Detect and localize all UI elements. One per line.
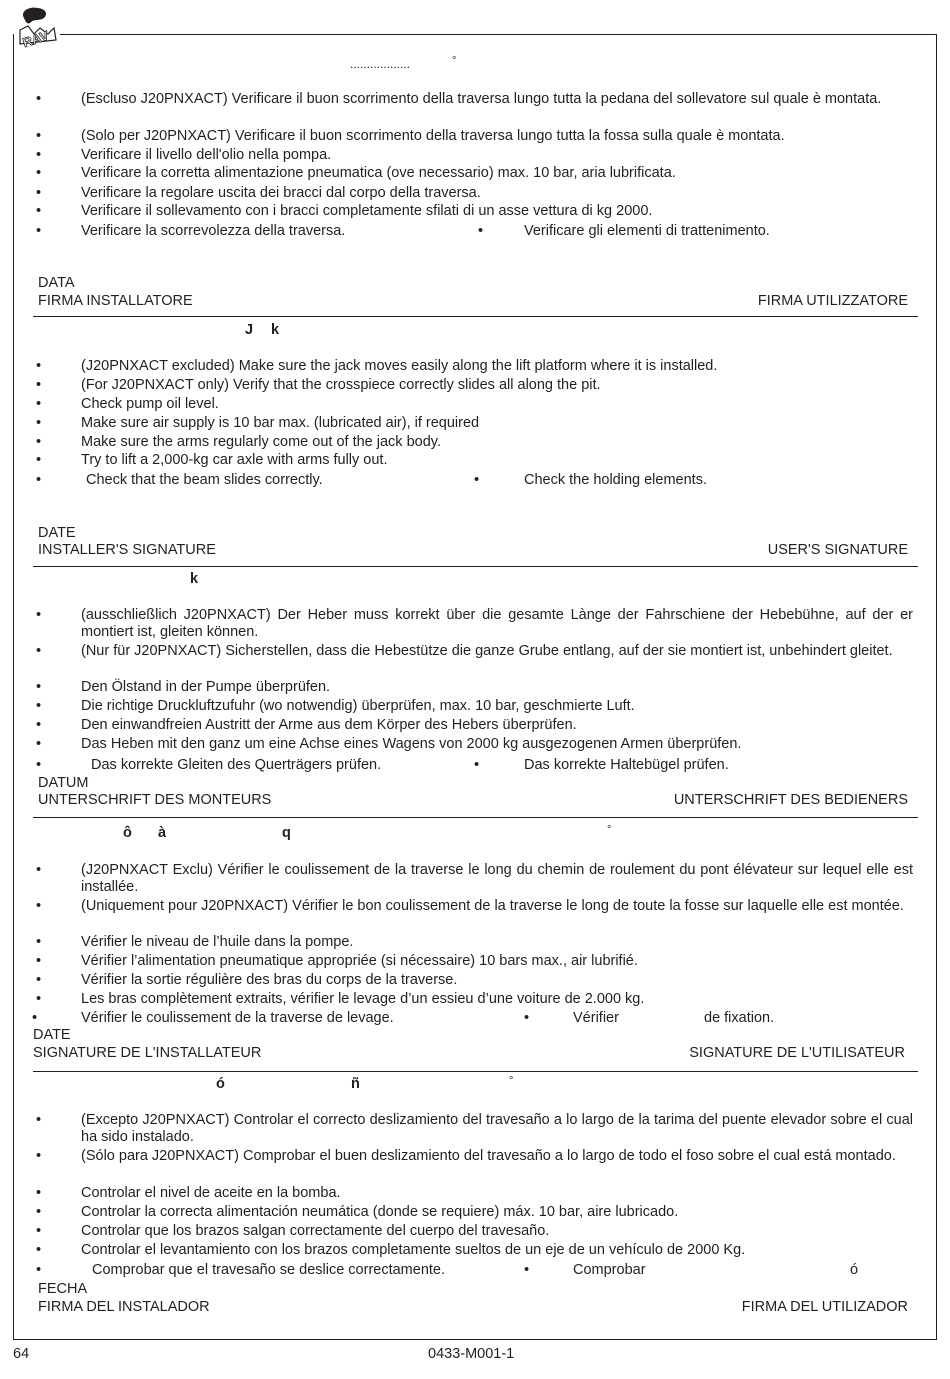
bullet: • — [36, 1112, 42, 1128]
it-user-signature: FIRMA UTILIZZATORE — [757, 293, 908, 309]
bullet: • — [36, 128, 42, 144]
bullet: • — [36, 898, 42, 914]
bullet: • — [36, 1242, 42, 1258]
fr-title-b: à — [158, 825, 167, 841]
bullet: • — [36, 415, 42, 431]
es-item-2: (Sólo para J20PNXACT) Comprobar el buen deslizamiento del travesaño a lo largo de todo el foso sobre el cual está montado. — [81, 1148, 896, 1164]
it-item-4: Verificare la corretta alimentazione pneumatica (ove necessario) max. 10 bar, aria lubrificata. — [81, 165, 676, 181]
en-item-7: Check that the beam slides correctly. — [86, 472, 323, 488]
bullet: • — [36, 717, 42, 733]
de-item-7: Das korrekte Gleiten des Querträgers prüfen. — [91, 757, 382, 773]
bullet: • — [36, 147, 42, 163]
bullet: • — [36, 736, 42, 752]
bullet: • — [36, 643, 42, 659]
de-date-label: DATUM — [38, 775, 89, 791]
bullet: • — [474, 757, 480, 773]
fr-item-4: Vérifier l’alimentation pneumatique appropriée (si nécessaire) 10 bars max., air lubrifié. — [81, 953, 638, 969]
en-date-label: DATE — [38, 525, 76, 541]
bullet: • — [524, 1010, 530, 1026]
en-item-3: Check pump oil level. — [81, 396, 219, 412]
en-title-b: k — [271, 322, 280, 338]
bullet: • — [36, 396, 42, 412]
fr-item-6: Les bras complètement extraits, vérifier le levage d’un essieu d’une voiture de 2.000 kg. — [81, 991, 645, 1007]
de-item-3: Den Ölstand in der Pumpe überprüfen. — [81, 679, 331, 695]
bullet: • — [36, 223, 42, 239]
it-item-7: Verificare la scorrevolezza della traversa. — [81, 223, 346, 239]
es-item-6: Controlar el levantamiento con los brazos completamente sueltos de un eje de un vehículo de 2000 Kg. — [81, 1242, 746, 1258]
it-installer-signature: FIRMA INSTALLATORE — [38, 293, 193, 309]
bullet: • — [36, 991, 42, 1007]
es-title-b: ñ — [351, 1076, 360, 1092]
section-divider — [33, 316, 918, 317]
en-item-1: (J20PNXACT excluded) Make sure the jack moves easily along the lift platform where it is installed. — [81, 358, 718, 374]
fr-date-label: DATE — [33, 1027, 71, 1043]
bullet: • — [36, 165, 42, 181]
it-item-2: (Solo per J20PNXACT) Verificare il buon scorrimento della traversa lungo tutta la fossa sulla quale è montata. — [81, 128, 785, 144]
bullet: • — [36, 203, 42, 219]
bullet: • — [36, 679, 42, 695]
es-user-signature: FIRMA DEL UTILIZADOR — [741, 1299, 908, 1315]
it-item-1: (Escluso J20PNXACT) Verificare il buon scorrimento della traversa lungo tutta la pedana del sollevatore sul quale è montata. — [81, 91, 882, 107]
it-item-3: Verificare il livello dell'olio nella pompa. — [81, 147, 332, 163]
de-title-a: k — [190, 571, 199, 587]
de-item-4: Die richtige Druckluftzufuhr (wo notwendig) überprüfen, max. 10 bar, geschmierte Luft. — [81, 698, 635, 714]
es-date-label: FECHA — [38, 1281, 88, 1297]
fr-item-2: (Uniquement pour J20PNXACT) Vérifier le bon coulissement de la traverse le long de toute la fosse sur laquelle elle est montée. — [81, 898, 904, 914]
es-title-degree: ° — [509, 1075, 514, 1087]
bullet: • — [36, 1185, 42, 1201]
section-divider — [33, 1071, 918, 1072]
svg-text:RAV: RAV — [20, 27, 51, 50]
de-item-5: Den einwandfreien Austritt der Arme aus dem Körper des Hebers überprüfen. — [81, 717, 577, 733]
bullet: • — [36, 1204, 42, 1220]
fr-title-a: ô — [123, 825, 132, 841]
bullet: • — [36, 91, 42, 107]
fr-user-signature: SIGNATURE DE L'UTILISATEUR — [689, 1045, 905, 1061]
en-item-5: Make sure the arms regularly come out of the jack body. — [81, 434, 441, 450]
bullet: • — [36, 472, 42, 488]
es-item-3: Controlar el nivel de aceite en la bomba. — [81, 1185, 341, 1201]
it-title-degree: ° — [452, 55, 457, 67]
en-item-6: Try to lift a 2,000-kg car axle with arms fully out. — [81, 452, 388, 468]
en-item-2: (For J20PNXACT only) Verify that the crosspiece correctly slides all along the pit. — [81, 377, 601, 393]
es-item-7: Comprobar que el travesaño se deslice correctamente. — [92, 1262, 446, 1278]
it-item-5: Verificare la regolare uscita dei bracci dal corpo della traversa. — [81, 185, 481, 201]
de-extra: Das korrekte Haltebügel prüfen. — [524, 757, 729, 773]
fr-title-c: q — [282, 825, 291, 841]
it-date-label: DATA — [38, 275, 75, 291]
section-divider — [33, 566, 918, 567]
bullet: • — [36, 1148, 42, 1164]
section-divider — [33, 817, 918, 818]
bullet: • — [36, 434, 42, 450]
it-title-dots: .................. — [350, 57, 411, 71]
es-title-a: ó — [216, 1076, 225, 1092]
fr-item-3: Vérifier le niveau de l’huile dans la pompe. — [81, 934, 354, 950]
bullet: • — [36, 1262, 42, 1278]
it-item-6: Verificare il sollevamento con i bracci completamente sfilati di un asse vettura di kg 2000. — [81, 203, 653, 219]
bullet: • — [32, 1010, 38, 1026]
fr-installer-signature: SIGNATURE DE L'INSTALLATEUR — [33, 1045, 262, 1061]
bullet: • — [36, 185, 42, 201]
de-item-2: (Nur für J20PNXACT) Sicherstellen, dass die Hebestütze die ganze Grube entlang, auf der sie montiert ist, unbehindert gleitet. — [81, 643, 893, 659]
en-title-a: J — [245, 322, 254, 338]
bullet: • — [478, 223, 484, 239]
bullet: • — [36, 698, 42, 714]
bullet: • — [474, 472, 480, 488]
fr-item-5: Vérifier la sortie régulière des bras du corps de la traverse. — [81, 972, 458, 988]
bullet: • — [36, 452, 42, 468]
de-user-signature: UNTERSCHRIFT DES BEDIENERS — [673, 792, 908, 808]
bullet: • — [36, 934, 42, 950]
page-number: 64 — [13, 1346, 30, 1362]
fr-extra-a: Vérifier — [573, 1010, 619, 1026]
fr-item-7: Vérifier le coulissement de la traverse de levage. — [81, 1010, 394, 1026]
es-extra-a: Comprobar — [573, 1262, 646, 1278]
bullet: • — [36, 358, 42, 374]
fr-title-degree: ° — [607, 824, 612, 836]
es-extra-b: ó — [850, 1262, 859, 1278]
en-installer-signature: INSTALLER'S SIGNATURE — [38, 542, 216, 558]
bullet: • — [36, 607, 42, 623]
en-user-signature: USER'S SIGNATURE — [767, 542, 908, 558]
rav-logo — [14, 4, 60, 50]
en-item-4: Make sure air supply is 10 bar max. (lubricated air), if required — [81, 415, 480, 431]
fr-extra-b: de fixation. — [704, 1010, 775, 1026]
bullet: • — [36, 377, 42, 393]
en-extra: Check the holding elements. — [524, 472, 707, 488]
es-installer-signature: FIRMA DEL INSTALADOR — [38, 1299, 210, 1315]
fr-item-1: (J20PNXACT Exclu) Vérifier le coulissement de la traverse le long du chemin de roulement du pont élévateur sur lequel elle est installée. — [81, 862, 913, 895]
bullet: • — [36, 972, 42, 988]
es-item-5: Controlar que los brazos salgan correctamente del cuerpo del travesaño. — [81, 1223, 550, 1239]
bullet: • — [36, 757, 42, 773]
bullet: • — [36, 1223, 42, 1239]
bullet: • — [36, 862, 42, 878]
de-item-6: Das Heben mit den ganz um eine Achse eines Wagens von 2000 kg ausgezogenen Armen überprüfen. — [81, 736, 742, 752]
es-item-4: Controlar la correcta alimentación neumática (donde se requiere) máx. 10 bar, aire lubricado. — [81, 1204, 679, 1220]
document-code: 0433-M001-1 — [428, 1346, 515, 1362]
bullet: • — [36, 953, 42, 969]
es-item-1: (Excepto J20PNXACT) Controlar el correcto deslizamiento del travesaño a lo largo de la tarima del puente elevador sobre el cual ha sido instalado. — [81, 1112, 913, 1145]
de-item-1: (ausschließlich J20PNXACT) Der Heber muss korrekt über die gesamte Lànge der Fahrschiene der Hebebühne, auf der er montiert ist, gleiten können. — [81, 607, 913, 640]
it-extra: Verificare gli elementi di trattenimento. — [524, 223, 770, 239]
de-installer-signature: UNTERSCHRIFT DES MONTEURS — [38, 792, 272, 808]
bullet: • — [524, 1262, 530, 1278]
